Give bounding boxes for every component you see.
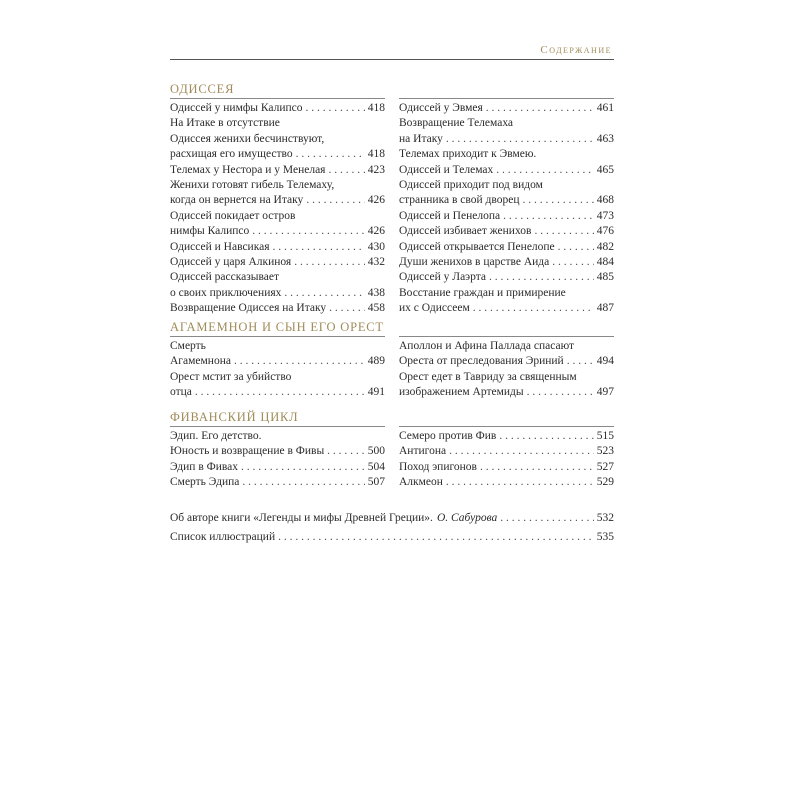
running-head: Содержание [540, 44, 612, 56]
toc-entry [170, 255, 385, 270]
leader-dots [306, 101, 365, 116]
toc-entry-text: Одиссей и Телемах [399, 163, 494, 176]
toc-entry [170, 270, 385, 301]
toc-entry-text: Телемах у Нестора и у Менелая [170, 163, 326, 176]
leader-dots [473, 301, 594, 316]
header-rule [170, 59, 614, 60]
toc-entry-text: Одиссей у царя Алкиноя [170, 256, 292, 269]
toc-entry-text: Возвращение Телемаха [399, 117, 514, 130]
toc-entry [399, 429, 614, 444]
toc-column-left-thebes [170, 429, 385, 491]
extra-entry-page: 535 [596, 531, 614, 543]
toc-entry-page: 438 [367, 286, 385, 299]
section-rule-thebes [170, 426, 385, 427]
toc-entry-text: Души женихов в царстве Аида [399, 256, 550, 269]
leader-dots [284, 286, 364, 301]
extra-entry-title: Об авторе книги «Легенды и мифы Древней Греции». [170, 512, 433, 524]
toc-entry-page: 507 [367, 476, 385, 489]
section-rule-odyssey-right [399, 98, 614, 99]
toc-entry-text: нимфы Калипсо [170, 225, 250, 238]
leader-dots [522, 193, 593, 208]
section-rule-agamemnon-right [399, 336, 614, 337]
toc-entry-text: Возвращение Одиссея на Итаку [170, 302, 327, 315]
leader-dots [527, 385, 594, 400]
toc-entry [399, 444, 614, 459]
leader-dots [242, 475, 364, 490]
toc-entry-text: Семеро против Фив [399, 430, 497, 442]
extra-entry-author: О. Сабурова [436, 512, 498, 524]
toc-entry [170, 116, 385, 162]
toc-entry-text: Одиссей у нимфы Калипсо [170, 102, 303, 114]
leader-dots [195, 385, 365, 400]
toc-entry [399, 116, 614, 147]
toc-entry [399, 339, 614, 370]
toc-entry-page: 432 [367, 256, 385, 269]
section-rule-thebes-right [399, 426, 614, 427]
toc-entry-page: 465 [596, 163, 614, 176]
toc-entry-page: 461 [596, 102, 614, 114]
toc-entry-page: 500 [367, 445, 385, 458]
toc-entry-text: Одиссей и Пенелопа [399, 209, 501, 222]
leader-dots [500, 511, 594, 526]
toc-entry-page: 463 [596, 132, 614, 145]
toc-entry-text: Телемах приходит к Эвмею. [399, 148, 537, 161]
toc-entry [399, 270, 614, 285]
toc-entry [399, 240, 614, 255]
section-rule-agamemnon [170, 336, 385, 337]
leader-dots [558, 240, 594, 255]
toc-entry-text: на Итаку [399, 132, 443, 145]
toc-entry [399, 178, 614, 209]
toc-entry-text: Смерть [170, 340, 206, 352]
toc-column-left-agamemnon [170, 339, 385, 401]
toc-entry-page: 426 [367, 194, 385, 207]
toc-entry [170, 370, 385, 401]
leader-dots [328, 163, 364, 178]
toc-entry-page: 491 [367, 386, 385, 399]
toc-entry-page: 487 [596, 302, 614, 315]
toc-entry-text: их с Одиссеем [399, 302, 470, 315]
toc-entry-text: Смерть Эдипа [170, 476, 240, 489]
toc-entry [170, 209, 385, 240]
leader-dots [306, 193, 364, 208]
toc-entry-text: Орест мстит за убийство [170, 370, 292, 383]
leader-dots [446, 132, 594, 147]
toc-entry [399, 255, 614, 270]
toc-entry-text: о своих приключениях [170, 286, 282, 299]
section-rule-odyssey [170, 98, 385, 99]
toc-entry-text: Одиссей у Эвмея [399, 102, 483, 114]
leader-dots [241, 460, 365, 475]
toc-entry-text: странника в свой дворец [399, 194, 520, 207]
toc-entry-page: 476 [596, 225, 614, 238]
toc-entry [399, 286, 614, 317]
toc-entry-text: На Итаке в отсутствие [170, 117, 280, 130]
toc-entry [399, 147, 614, 178]
leader-dots [294, 255, 365, 270]
toc-entry [399, 370, 614, 401]
toc-entry [170, 429, 385, 460]
toc-entry-text: Одиссей и Навсикая [170, 240, 270, 253]
leader-dots [329, 301, 365, 316]
toc-entry-page: 494 [596, 355, 614, 368]
leader-dots [446, 475, 594, 490]
toc-entry-page: 426 [367, 225, 385, 238]
toc-entry-page: 473 [596, 209, 614, 222]
toc-entry-page: 423 [367, 163, 385, 176]
toc-entry-text: Одиссей приходит под видом [399, 179, 543, 192]
toc-entry-page: 485 [596, 271, 614, 284]
toc-entry-page: 430 [367, 240, 385, 253]
leader-dots [489, 270, 594, 285]
toc-extra-about-author [170, 511, 614, 526]
toc-entry-page: 523 [596, 445, 614, 458]
section-title-agamemnon: АГАМЕМНОН И СЫН ЕГО ОРЕСТ [170, 320, 384, 334]
toc-entry-page: 418 [367, 148, 385, 161]
toc-entry-page: 468 [596, 194, 614, 207]
toc-column-right-odyssey [399, 101, 614, 317]
toc-entry-text: Одиссей открывается Пенелопе [399, 240, 555, 253]
toc-entry-page: 527 [596, 460, 614, 473]
toc-entry-text: Орест едет в Тавриду за священным [399, 370, 577, 383]
toc-entry [170, 240, 385, 255]
leader-dots [552, 255, 593, 270]
toc-entry-text: отца [170, 386, 192, 399]
toc-entry-text: Юность и возвращение в Фивы [170, 445, 325, 458]
leader-dots [449, 444, 594, 459]
leader-dots [499, 429, 593, 444]
toc-entry-text: Поход эпигонов [399, 460, 477, 473]
toc-entry-text: Аполлон и Афина Паллада спасают [399, 340, 575, 352]
section-title-odyssey: ОДИССЕЯ [170, 82, 235, 96]
toc-entry-text: Алкмеон [399, 476, 443, 489]
toc-entry-text: Одиссея женихи бесчинствуют, [170, 132, 325, 145]
toc-entry-page: 515 [596, 430, 614, 442]
toc-entry-text: Женихи готовят гибель Телемаху, [170, 179, 335, 192]
toc-entry-text: Восстание граждан и примирение [399, 286, 566, 299]
leader-dots [534, 224, 593, 239]
toc-entry-text: Одиссей избивает женихов [399, 225, 532, 238]
extra-entry-page: 532 [596, 512, 614, 524]
leader-dots [296, 147, 365, 162]
toc-entry-text: Одиссей покидает остров [170, 209, 296, 222]
toc-entry [170, 301, 385, 316]
toc-entry-page: 489 [367, 355, 385, 368]
leader-dots [496, 163, 593, 178]
section-title-thebes: ФИВАНСКИЙ ЦИКЛ [170, 410, 299, 424]
toc-entry-text: Ореста от преследования Эриний [399, 355, 564, 368]
toc-entry [170, 178, 385, 209]
toc-entry-text: расхищая его имущество [170, 148, 293, 161]
extra-entry-title: Список иллюстраций [170, 531, 276, 543]
toc-entry-text: Агамемнона [170, 355, 231, 368]
toc-entry-text: Одиссей у Лаэрта [399, 271, 486, 284]
toc-entry-page: 482 [596, 240, 614, 253]
toc-entry [170, 339, 385, 370]
toc-entry-text: изображением Артемиды [399, 386, 524, 399]
toc-entry-text: Одиссей рассказывает [170, 271, 280, 284]
toc-entry [170, 163, 385, 178]
toc-entry-page: 497 [596, 386, 614, 399]
toc-column-right-agamemnon [399, 339, 614, 401]
leader-dots [486, 101, 594, 116]
toc-column-right-thebes [399, 429, 614, 491]
toc-entry [399, 224, 614, 239]
toc-column-left-odyssey [170, 101, 385, 317]
toc-entry [399, 101, 614, 116]
toc-entry-text: Эдип. Его детство. [170, 430, 262, 442]
toc-entry-page: 504 [367, 460, 385, 473]
toc-entry-page: 484 [596, 256, 614, 269]
toc-entry-text: Эдип в Фивах [170, 460, 239, 473]
toc-entry [170, 460, 385, 475]
leader-dots [327, 444, 365, 459]
toc-extra-illustrations [170, 530, 614, 545]
leader-dots [480, 460, 594, 475]
leader-dots [252, 224, 364, 239]
leader-dots [278, 530, 594, 545]
leader-dots [234, 354, 365, 369]
toc-entry [399, 475, 614, 490]
toc-entry [170, 475, 385, 490]
leader-dots [503, 209, 594, 224]
toc-entry [170, 101, 385, 116]
toc-entry-text: когда он вернется на Итаку [170, 194, 304, 207]
leader-dots [273, 240, 365, 255]
toc-entry-page: 418 [367, 102, 385, 114]
toc-entry-page: 458 [367, 302, 385, 315]
toc-entry-page: 529 [596, 476, 614, 489]
leader-dots [567, 354, 594, 369]
toc-entry-text: Антигона [399, 445, 447, 458]
toc-entry [399, 460, 614, 475]
toc-entry [399, 209, 614, 224]
